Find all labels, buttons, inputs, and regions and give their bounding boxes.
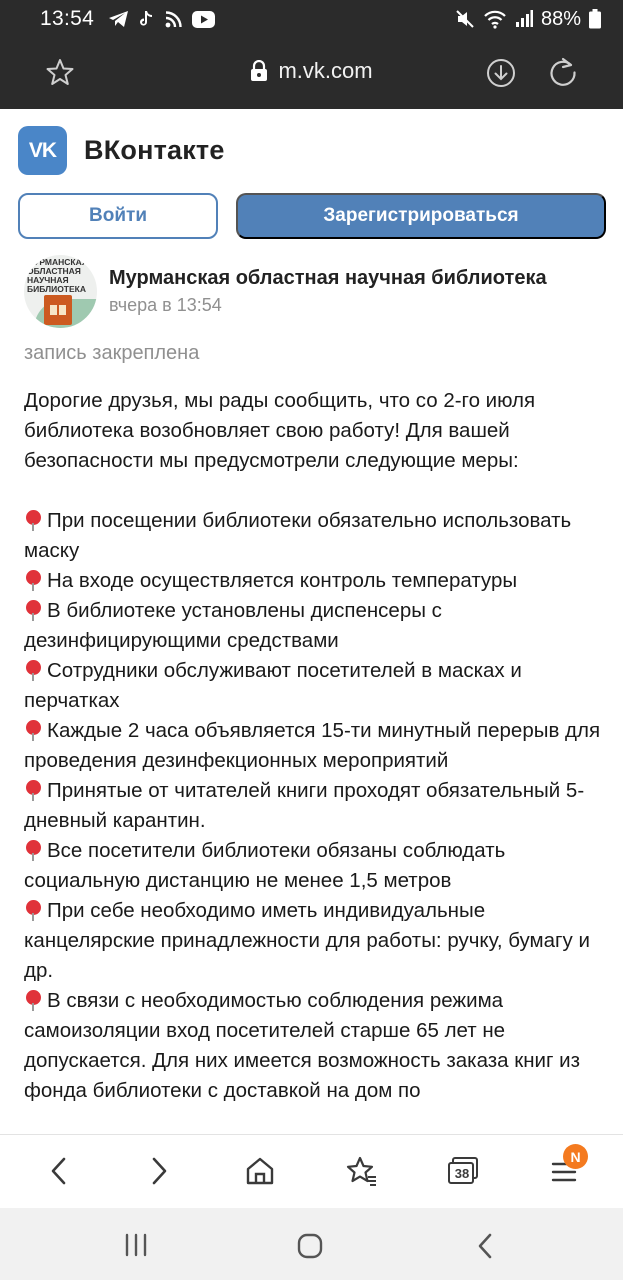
menu-notification-badge: N bbox=[563, 1144, 588, 1169]
list-item: Принятые от читателей книги проходят обязательный 5-дневный карантин. bbox=[24, 779, 585, 832]
tabs-count: 38 bbox=[454, 1166, 470, 1181]
browser-bottom-nav bbox=[0, 1134, 623, 1208]
back-nav-icon[interactable] bbox=[474, 1232, 496, 1260]
pin-icon bbox=[24, 509, 44, 531]
pin-icon bbox=[24, 569, 44, 591]
book-icon bbox=[44, 295, 72, 325]
pin-icon bbox=[24, 659, 44, 681]
reload-icon[interactable] bbox=[548, 57, 578, 87]
list-item: На входе осуществляется контроль температуры bbox=[24, 566, 604, 596]
pin-icon bbox=[24, 899, 44, 921]
bookmarks-star-icon[interactable] bbox=[346, 1155, 378, 1187]
home-nav-icon[interactable] bbox=[296, 1232, 324, 1260]
list-item: В библиотеке установлены диспенсеры с дезинфицирующими средствами bbox=[24, 599, 442, 652]
pin-icon bbox=[24, 719, 44, 741]
rss-icon bbox=[165, 11, 182, 28]
android-nav-bar bbox=[0, 1208, 623, 1280]
pin-icon bbox=[24, 839, 44, 861]
post-text bbox=[24, 386, 604, 1106]
site-title: ВКонтакте bbox=[84, 135, 225, 165]
status-indicators bbox=[455, 8, 601, 31]
battery-percent: 88% bbox=[540, 7, 581, 30]
status-app-icons bbox=[108, 10, 215, 28]
youtube-icon bbox=[192, 11, 215, 28]
list-item: При себе необходимо иметь индивидуальные канцелярские принадлежности для работы: ручку, бумагу и др. bbox=[24, 899, 590, 982]
tabs-button[interactable] bbox=[447, 1155, 479, 1187]
forward-icon[interactable] bbox=[146, 1155, 172, 1187]
list-item: Каждые 2 часа объявляется 15-ти минутный перерыв для проведения дезинфекционных мероприятий bbox=[24, 719, 601, 772]
url-field[interactable] bbox=[0, 58, 623, 84]
pin-icon bbox=[24, 989, 44, 1011]
url-text[interactable]: m.vk.com bbox=[278, 58, 373, 83]
avatar-label: МУРМАНСКАЯ ОБЛАСТНАЯ НАУЧНАЯ БИБЛИОТЕКА bbox=[27, 257, 88, 294]
list-item: При посещении библиотеки обязательно использовать маску bbox=[24, 509, 572, 562]
avatar[interactable] bbox=[24, 255, 97, 328]
signal-icon bbox=[515, 10, 533, 28]
register-button[interactable]: Зарегистрироваться bbox=[236, 193, 606, 239]
post-intro: Дорогие друзья, мы рады сообщить, что со 2-го июля библиотека возобновляет свою работу! Для вашей безопасности мы предусмотрели следующие меры: bbox=[24, 389, 536, 472]
wifi-icon bbox=[483, 9, 507, 29]
post-time[interactable]: вчера в 13:54 bbox=[109, 295, 222, 315]
download-icon[interactable] bbox=[486, 58, 516, 88]
list-item: Все посетители библиотеки обязаны соблюдать социальную дистанцию не менее 1,5 метров bbox=[24, 839, 506, 892]
post-author[interactable]: Мурманская областная научная библиотека bbox=[109, 267, 547, 289]
mute-icon bbox=[455, 9, 475, 29]
list-item: В связи с необходимостью соблюдения режима самоизоляции вход посетителей старше 65 лет не допускается. Для них имеется возможность заказа книг из фонда библиотеки с доставкой на дом по bbox=[24, 989, 581, 1102]
browser-url-bar bbox=[0, 38, 623, 109]
battery-icon bbox=[589, 9, 601, 29]
pinned-label: запись закреплена bbox=[24, 342, 200, 364]
telegram-icon bbox=[108, 10, 129, 28]
pin-icon bbox=[24, 599, 44, 621]
home-icon[interactable] bbox=[245, 1155, 275, 1187]
recent-apps-icon[interactable] bbox=[122, 1233, 150, 1257]
status-time: 13:54 bbox=[40, 7, 95, 30]
login-button[interactable]: Войти bbox=[18, 193, 218, 239]
pin-icon bbox=[24, 779, 44, 801]
lock-icon bbox=[250, 60, 268, 82]
list-item: Сотрудники обслуживают посетителей в масках и перчатках bbox=[24, 659, 522, 712]
vk-logo[interactable]: VK bbox=[18, 126, 67, 175]
status-bar bbox=[0, 0, 623, 38]
back-icon[interactable] bbox=[46, 1155, 72, 1187]
tiktok-icon bbox=[139, 10, 155, 28]
vk-header bbox=[18, 126, 225, 175]
